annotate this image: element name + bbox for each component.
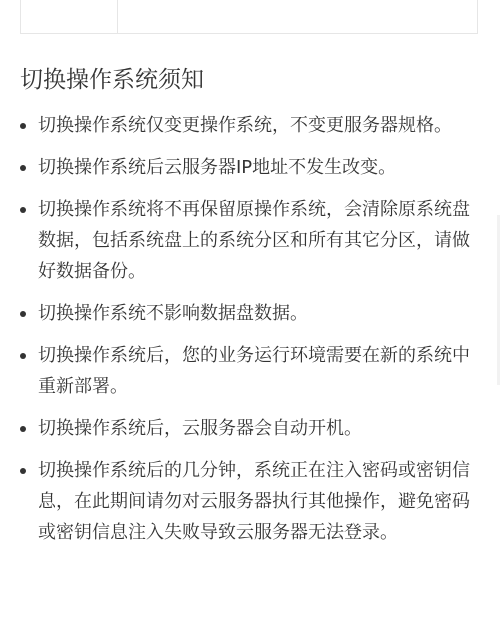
list-item — [20, 298, 476, 329]
table-bottom-edge — [20, 0, 478, 34]
list-item — [20, 194, 476, 287]
notice-text: 切换操作系统将不再保留原操作系统，会清除原系统盘数据，包括系统盘上的系统分区和所有其它分区，请做好数据备份。 — [38, 199, 470, 282]
bullet-icon — [20, 353, 26, 359]
table-column-divider — [117, 0, 118, 33]
notice-list — [20, 110, 476, 559]
list-item — [20, 455, 476, 548]
list-item — [20, 340, 476, 402]
bullet-icon — [20, 165, 26, 171]
notice-text: 切换操作系统后云服务器IP地址不发生改变。 — [38, 157, 397, 178]
bullet-icon — [20, 311, 26, 317]
list-item — [20, 152, 476, 183]
notice-text: 切换操作系统不影响数据盘数据。 — [38, 303, 308, 324]
list-item — [20, 413, 476, 444]
notice-text: 切换操作系统仅变更操作系统，不变更服务器规格。 — [38, 115, 452, 136]
section-title: 切换操作系统须知 — [20, 67, 204, 93]
bullet-icon — [20, 207, 26, 213]
bullet-icon — [20, 468, 26, 474]
notice-text: 切换操作系统后，您的业务运行环境需要在新的系统中重新部署。 — [38, 345, 470, 397]
notice-text: 切换操作系统后，云服务器会自动开机。 — [38, 418, 362, 439]
bullet-icon — [20, 123, 26, 129]
notice-text: 切换操作系统后的几分钟，系统正在注入密码或密钥信息，在此期间请勿对云服务器执行其他操作，避免密码或密钥信息注入失败导致云服务器无法登录。 — [38, 460, 470, 543]
list-item — [20, 110, 476, 141]
bullet-icon — [20, 426, 26, 432]
